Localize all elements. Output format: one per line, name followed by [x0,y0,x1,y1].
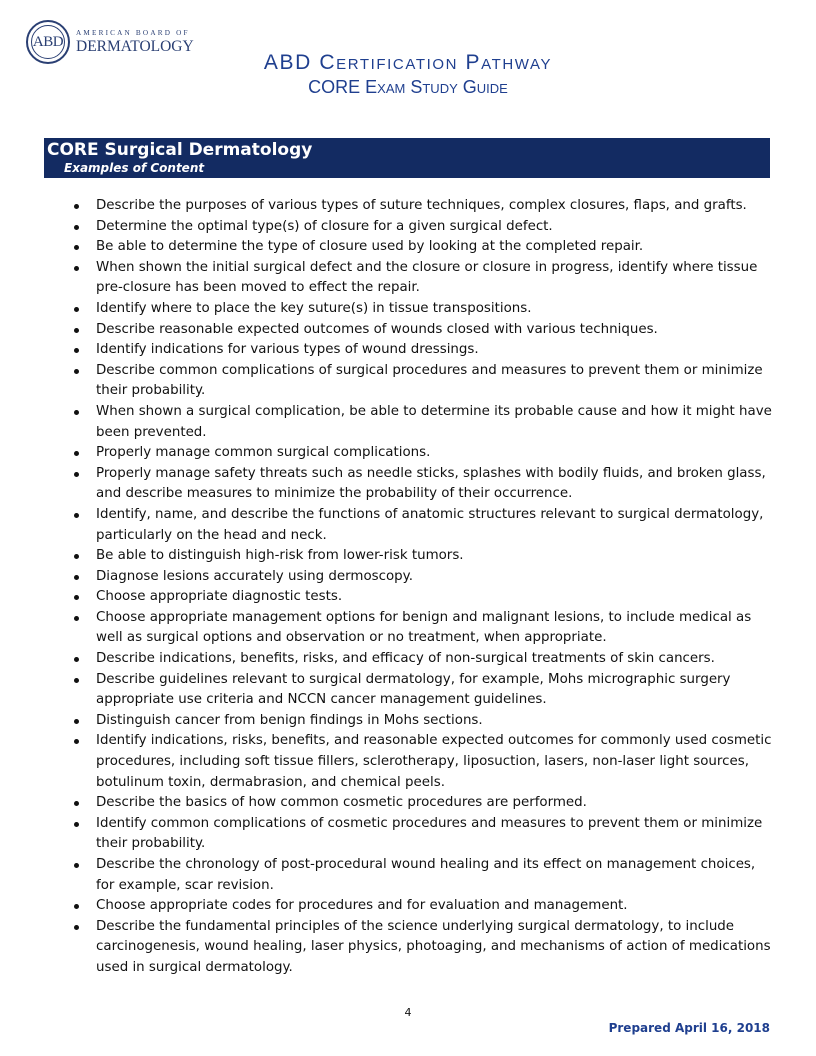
list-item: Describe guidelines relevant to surgical dermatology, for example, Mohs micrographic surgery appropriate use criteria and NCCN cancer management guidelines. [64,670,776,711]
list-item: Be able to distinguish high-risk from lower-risk tumors. [64,546,776,567]
list-item: Properly manage safety threats such as needle sticks, splashes with bodily fluids, and broken glass, and describe measures to minimize the probability of their occurrence. [64,464,776,505]
prepared-date: Prepared April 16, 2018 [608,1021,770,1035]
list-item: Choose appropriate codes for procedures and for evaluation and management. [64,896,776,917]
list-item: Describe indications, benefits, risks, and efficacy of non-surgical treatments of skin cancers. [64,649,776,670]
list-item: Diagnose lesions accurately using dermoscopy. [64,567,776,588]
list-item: Distinguish cancer from benign findings in Mohs sections. [64,711,776,732]
seal-text: ABD [32,33,64,50]
list-item: Describe the purposes of various types of suture techniques, complex closures, flaps, and grafts. [64,196,776,217]
document-header [0,50,816,98]
list-item: Identify indications, risks, benefits, and reasonable expected outcomes for commonly used cosmetic procedures, including soft tissue fillers, sclerotherapy, liposuction, lasers, non-laser light sources, botulinum toxin, dermabrasion, and chemical peels. [64,731,776,793]
list-item: Choose appropriate diagnostic tests. [64,587,776,608]
list-item: Choose appropriate management options for benign and malignant lesions, to include medical as well as surgical options and observation or no treatment, when appropriate. [64,608,776,649]
content-list [64,196,776,979]
list-item: Describe reasonable expected outcomes of wounds closed with various techniques. [64,320,776,341]
list-item: When shown the initial surgical defect and the closure or closure in progress, identify where tissue pre-closure has been moved to effect the repair. [64,258,776,299]
list-item: Identify, name, and describe the functions of anatomic structures relevant to surgical dermatology, particularly on the head and neck. [64,505,776,546]
list-item: Describe common complications of surgical procedures and measures to prevent them or minimize their probability. [64,361,776,402]
page-number: 4 [404,1006,412,1019]
list-item: Identify common complications of cosmetic procedures and measures to prevent them or minimize their probability. [64,814,776,855]
list-item: Describe the chronology of post-procedural wound healing and its effect on management choices, for example, scar revision. [64,855,776,896]
list-item: When shown a surgical complication, be able to determine its probable cause and how it might have been prevented. [64,402,776,443]
list-item: Describe the fundamental principles of the science underlying surgical dermatology, to include carcinogenesis, wound healing, laser physics, photoaging, and mechanisms of action of medications used in surgical dermatology. [64,917,776,979]
logo-line-1: AMERICAN BOARD OF [76,28,190,37]
list-item: Properly manage common surgical complications. [64,443,776,464]
document-subtitle: CORE Exam Study Guide [308,77,508,97]
list-item: Determine the optimal type(s) of closure for a given surgical defect. [64,217,776,238]
section-banner [44,138,770,178]
section-title: CORE Surgical Dermatology [47,140,313,160]
document-title: ABD Certification Pathway [263,51,553,74]
list-item: Identify where to place the key suture(s) in tissue transpositions. [64,299,776,320]
list-item: Identify indications for various types of wound dressings. [64,340,776,361]
list-item: Be able to determine the type of closure used by looking at the completed repair. [64,237,776,258]
list-item: Describe the basics of how common cosmetic procedures are performed. [64,793,776,814]
logo-line-2: DERMATOLOGY [76,37,194,55]
section-subtitle: Examples of Content [64,161,205,175]
